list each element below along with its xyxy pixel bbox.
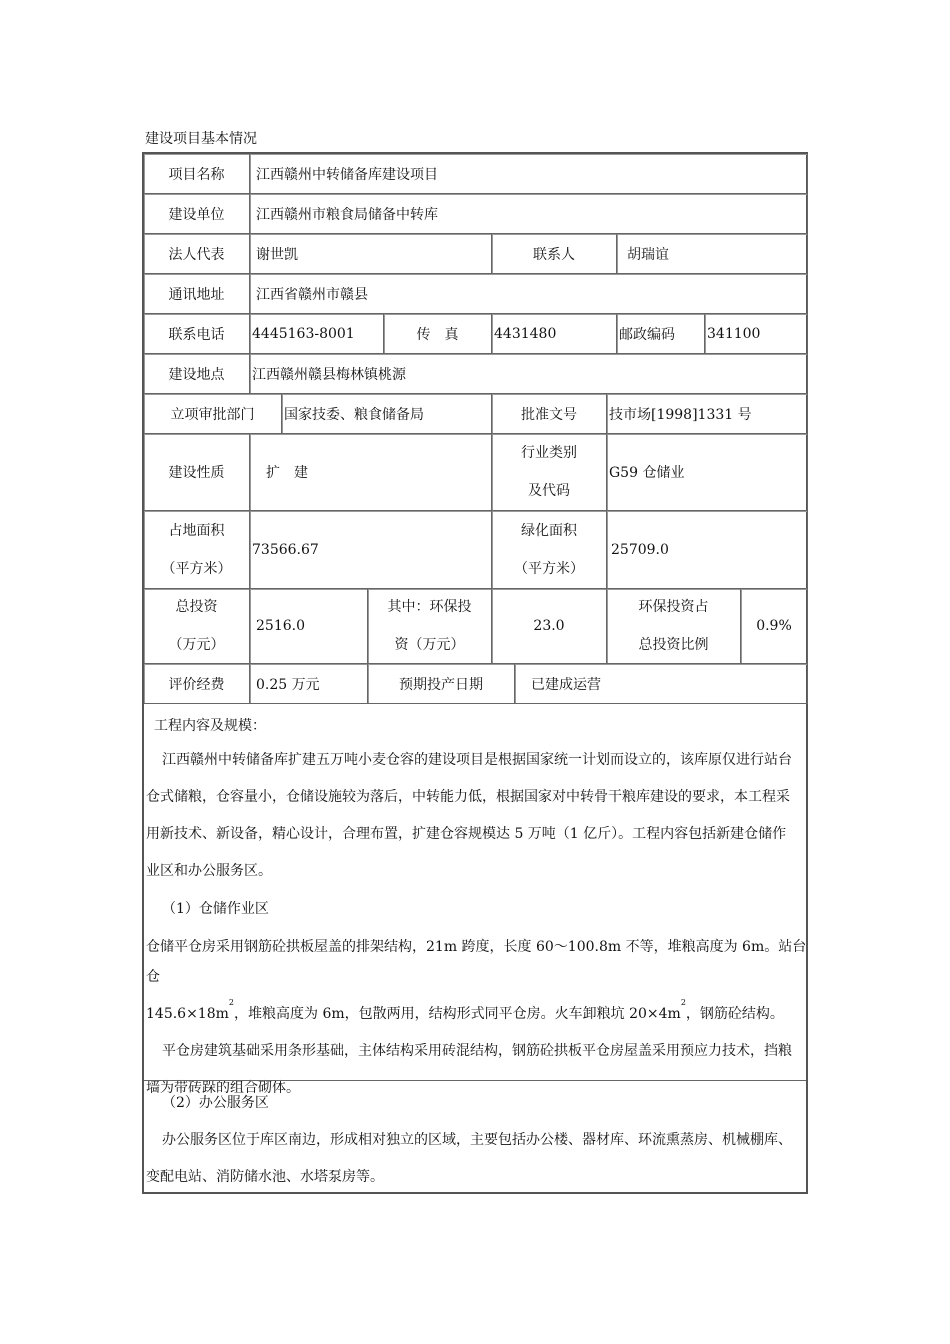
approval-dept-label: 立项审批部门 xyxy=(144,394,282,434)
contact-label: 联系人 xyxy=(492,234,617,274)
content-section xyxy=(146,711,808,1103)
address-label: 通讯地址 xyxy=(144,274,250,314)
intro-line-4: 业区和办公服务区。 xyxy=(146,863,272,879)
section-1-line-1: 仓储平仓房采用钢筋砼拱板屋盖的排架结构，21m 跨度，长度 60～100.8m 不等，堆粮高度为 6m。站台仓 xyxy=(146,939,807,985)
site-value: 江西赣州赣县梅林镇桃源 xyxy=(250,354,808,394)
area-label-line1: 占地面积 xyxy=(168,522,225,539)
env-ratio-label xyxy=(607,589,741,664)
intro-line-2: 仓式储粮，仓容量小，仓储设施较为落后，中转能力低，根据国家对中转骨干粮库建设的要求，本工程采 xyxy=(146,789,790,805)
section-1-line-2 xyxy=(146,999,808,1029)
env-ratio-label-line1: 环保投资占 xyxy=(638,599,709,615)
legal-rep-value: 谢世凯 xyxy=(250,234,492,274)
fax-label: 传 真 xyxy=(384,314,492,354)
area-value: 73566.67 xyxy=(250,511,492,589)
eval-fee-label: 评价经费 xyxy=(144,664,250,704)
content-heading: 工程内容及规模： xyxy=(154,718,266,734)
intro-line-1: 江西赣州中转储备库扩建五万吨小麦仓容的建设项目是根据国家统一计划而设立的，该库原仅进行站台 xyxy=(162,752,792,768)
unit-value: 江西赣州市粮食局储备中转库 xyxy=(250,194,808,234)
section-1-line-3: 平仓房建筑基础采用条形基础，主体结构采用砖混结构，钢筋砼拱板平仓房屋盖采用预应力技术，挡粮 xyxy=(162,1043,792,1059)
industry-value: G59 仓储业 xyxy=(607,434,808,511)
area-label-line2: （平方米） xyxy=(161,560,232,577)
section-2-line-2: 变配电站、消防储水池、水塔泵房等。 xyxy=(146,1169,384,1185)
superscript-1: 2 xyxy=(228,998,234,1007)
address-value: 江西省赣州市赣县 xyxy=(250,274,808,314)
phone-value: 4445163-8001 xyxy=(250,314,384,354)
env-invest-label xyxy=(368,589,492,664)
section-divider xyxy=(144,1080,806,1081)
section-1-line-2b: ，堆粮高度为 6m，包散两用，结构形式同平仓房。火车卸粮坑 20×4m xyxy=(234,1006,681,1022)
legal-rep-label: 法人代表 xyxy=(144,234,250,274)
section-2-title: （2）办公服务区 xyxy=(162,1095,269,1111)
invest-label xyxy=(144,589,250,664)
start-date-value: 已建成运营 xyxy=(515,664,808,704)
unit-label: 建设单位 xyxy=(144,194,250,234)
invest-label-line2: （万元） xyxy=(168,637,225,653)
section-1-line-2c: ，钢筋砼结构。 xyxy=(685,1006,784,1022)
approval-dept-value: 国家技委、粮食储备局 xyxy=(282,394,492,434)
section-1-line-2a: 145.6×18m xyxy=(146,1006,229,1022)
superscript-2: 2 xyxy=(680,998,686,1007)
site-label: 建设地点 xyxy=(144,354,250,394)
section-2-line-1: 办公服务区位于库区南边，形成相对独立的区域，主要包括办公楼、器材库、环流熏蒸房、机械棚库、 xyxy=(162,1132,792,1148)
project-name-label: 项目名称 xyxy=(144,154,250,194)
doc-title: 建设项目基本情况 xyxy=(145,131,257,147)
env-invest-value: 23.0 xyxy=(492,589,607,664)
fax-value: 4431480 xyxy=(492,314,617,354)
env-ratio-value: 0.9% xyxy=(741,589,808,664)
green-value: 25709.0 xyxy=(607,511,808,589)
contact-value: 胡瑞谊 xyxy=(617,234,808,274)
area-label xyxy=(144,511,250,589)
start-date-label: 预期投产日期 xyxy=(368,664,515,704)
industry-label xyxy=(492,434,607,511)
postcode-value: 341100 xyxy=(705,314,808,354)
phone-label: 联系电话 xyxy=(144,314,250,354)
postcode-label: 邮政编码 xyxy=(617,314,705,354)
approval-no-value: 技市场[1998]1331 号 xyxy=(607,394,808,434)
nature-label: 建设性质 xyxy=(144,434,250,511)
section-2 xyxy=(146,1088,808,1192)
nature-value: 扩 建 xyxy=(250,434,492,511)
green-label xyxy=(492,511,607,589)
industry-label-line2: 及代码 xyxy=(528,483,570,499)
approval-no-label: 批准文号 xyxy=(492,394,607,434)
project-info-table xyxy=(142,152,808,1194)
invest-label-line1: 总投资 xyxy=(175,599,218,615)
green-label-line1: 绿化面积 xyxy=(521,522,577,539)
section-1-line-4: 墙为带砖跺的组合砌体。 xyxy=(146,1080,300,1096)
project-name-value: 江西赣州中转储备库建设项目 xyxy=(250,154,808,194)
env-invest-label-line2: 资（万元） xyxy=(394,637,465,653)
green-label-line2: （平方米） xyxy=(514,560,584,577)
invest-value: 2516.0 xyxy=(250,589,368,664)
section-1-title: （1）仓储作业区 xyxy=(162,901,269,917)
industry-label-line1: 行业类别 xyxy=(521,445,577,461)
eval-fee-value: 0.25 万元 xyxy=(250,664,368,704)
env-invest-label-line1: 其中：环保投 xyxy=(387,599,472,615)
env-ratio-label-line2: 总投资比例 xyxy=(638,637,709,653)
intro-line-3: 用新技术、新设备，精心设计，合理布置，扩建仓容规模达 5 万吨（1 亿斤）。工程内容包括新建仓储作 xyxy=(146,826,787,842)
